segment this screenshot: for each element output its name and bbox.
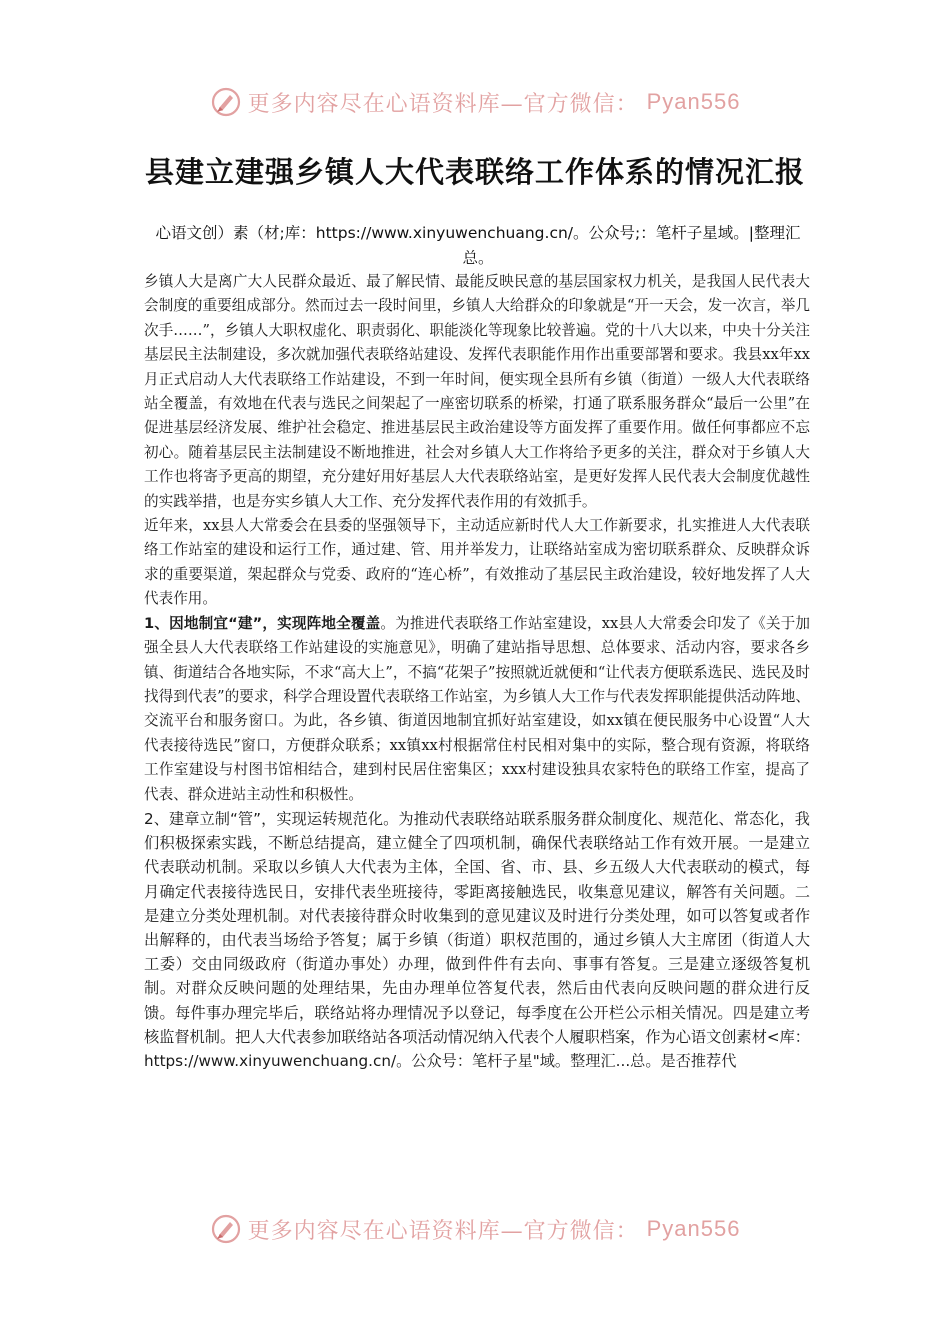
document-body (144, 270, 810, 1073)
paragraph-intro: 乡镇人大是离广大人民群众最近、最了解民情、最能反映民意的基层国家权力机关，是我国人民代表大会制度的重要组成部分。然而过去一段时间里，乡镇人大给群众的印象就是“开一天会，发一次言，举几次手……”，乡镇人大职权虚化、职责弱化、职能淡化等现象比较普遍。党的十八大以来，中央十分关注基层民主法制建设，多次就加强代表联络站建设、发挥代表职能作用作出重要部署和要求。我县xx年xx月正式启动人大代表联络工作站建设，不到一年时间，便实现全县所有乡镇（街道）一级人大代表联络站全覆盖，有效地在代表与选民之间架起了一座密切联系的桥梁，打通了联系服务群众“最后一公里”在促进基层经济发展、维护社会稳定、推进基层民主政治建设等方面发挥了重要作用。做任何事都应不忘初心。随着基层民主法制建设不断地推进，社会对乡镇人大工作将给予更多的关注，群众对于乡镇人大工作也将寄予更高的期望，充分建好用好基层人大代表联络站室，是更好发挥人民代表大会制度优越性的实践举措，也是夯实乡镇人大工作、充分发挥代表作用的有效抓手。 (144, 273, 810, 510)
watermark-wechat-id: Pyan556 (646, 89, 741, 114)
watermark-text: 更多内容尽在心语资料库—官方微信： (247, 91, 639, 117)
section-1-text: 。为推进代表联络工作站室建设，xx县人大常委会印发了《关于加强全县人大代表联络工作站建设的实施意见》，明确了建站指导思想、总体要求、活动内容，要求各乡镇、街道结合各地实际，不求“高大上”，不搞“花架子”按照就近就便和“让代表方便联系选民、选民及时找得到代表”的要求，科学合理设置代表联络工作站室，为乡镇人大工作与代表发挥职能提供活动阵地、交流平台和服务窗口。为此，各乡镇、街道因地制宜抓好站室建设，如xx镇在便民服务中心设置“人大代表接待选民”窗口，方便群众联系；xx镇xx村根据常住村民相对集中的实际，整合现有资源，将联络工作室建设与村图书馆相结合，建到村民居住密集区；xxx村建设独具农家特色的联络工作室，提高了代表、群众进站主动性和积极性。 (144, 614, 810, 803)
paragraph-section-1 (144, 612, 810, 807)
logo-icon (210, 86, 242, 118)
paragraph-recent-years: 近年来，xx县人大常委会在县委的坚强领导下，主动适应新时代人大工作新要求，扎实推进人大代表联络工作站室的建设和运行工作，通过建、管、用并举发力，让联络站室成为密切联系群众、反映群众诉求的重要渠道，架起群众与党委、政府的“连心桥”，有效推动了基层民主政治建设，较好地发挥了人大代表作用。 (144, 517, 810, 608)
watermark-header (0, 82, 950, 122)
watermark-wechat-id: Pyan556 (646, 1216, 741, 1241)
section-1-heading: 1、因地制宜“建”，实现阵地全覆盖 (144, 614, 381, 632)
watermark-footer (0, 1209, 950, 1249)
watermark-text: 更多内容尽在心语资料库—官方微信： (247, 1218, 639, 1244)
paragraph-section-2: 2、建章立制“管”，实现运转规范化。为推动代表联络站联系服务群众制度化、规范化、常态化，我们积极探索实践，不断总结提高，建立健全了四项机制，确保代表联络站工作有效开展。一是建立代表联动机制。采取以乡镇人大代表为主体，全国、省、市、县、乡五级人大代表联动的模式，每月确定代表接待选民日，安排代表坐班接待，零距离接触选民，收集意见建议，解答有关问题。二是建立分类处理机制。对代表接待群众时收集到的意见建议及时进行分类处理，如可以答复或者作出解释的，由代表当场给予答复；属于乡镇（街道）职权范围的，通过乡镇人大主席团（街道人大工委）交由同级政府（街道办事处）办理，做到件件有去向、事事有答复。三是建立逐级答复机制。对群众反映问题的处理结果，先由办理单位答复代表，然后由代表向反映问题的群众进行反馈。每件事办理完毕后，联络站将办理情况予以登记，每季度在公开栏公示相关情况。四是建立考核监督机制。把人大代表参加联络站各项活动情况纳入代表个人履职档案，作为心语文创素材<库：https://www.xinyuwenchuang.cn/。公众号：笔杆子星"域。整理汇...总。是否推荐代 (144, 809, 810, 1070)
source-line: 心语文创）素（材;库：https://www.xinyuwenchuang.cn/。公众号;：笔杆子星域。|整理汇总。 (155, 224, 801, 267)
logo-icon (210, 1213, 242, 1245)
document-title: 县建立建强乡镇人大代表联络工作体系的情况汇报 (144, 155, 805, 189)
